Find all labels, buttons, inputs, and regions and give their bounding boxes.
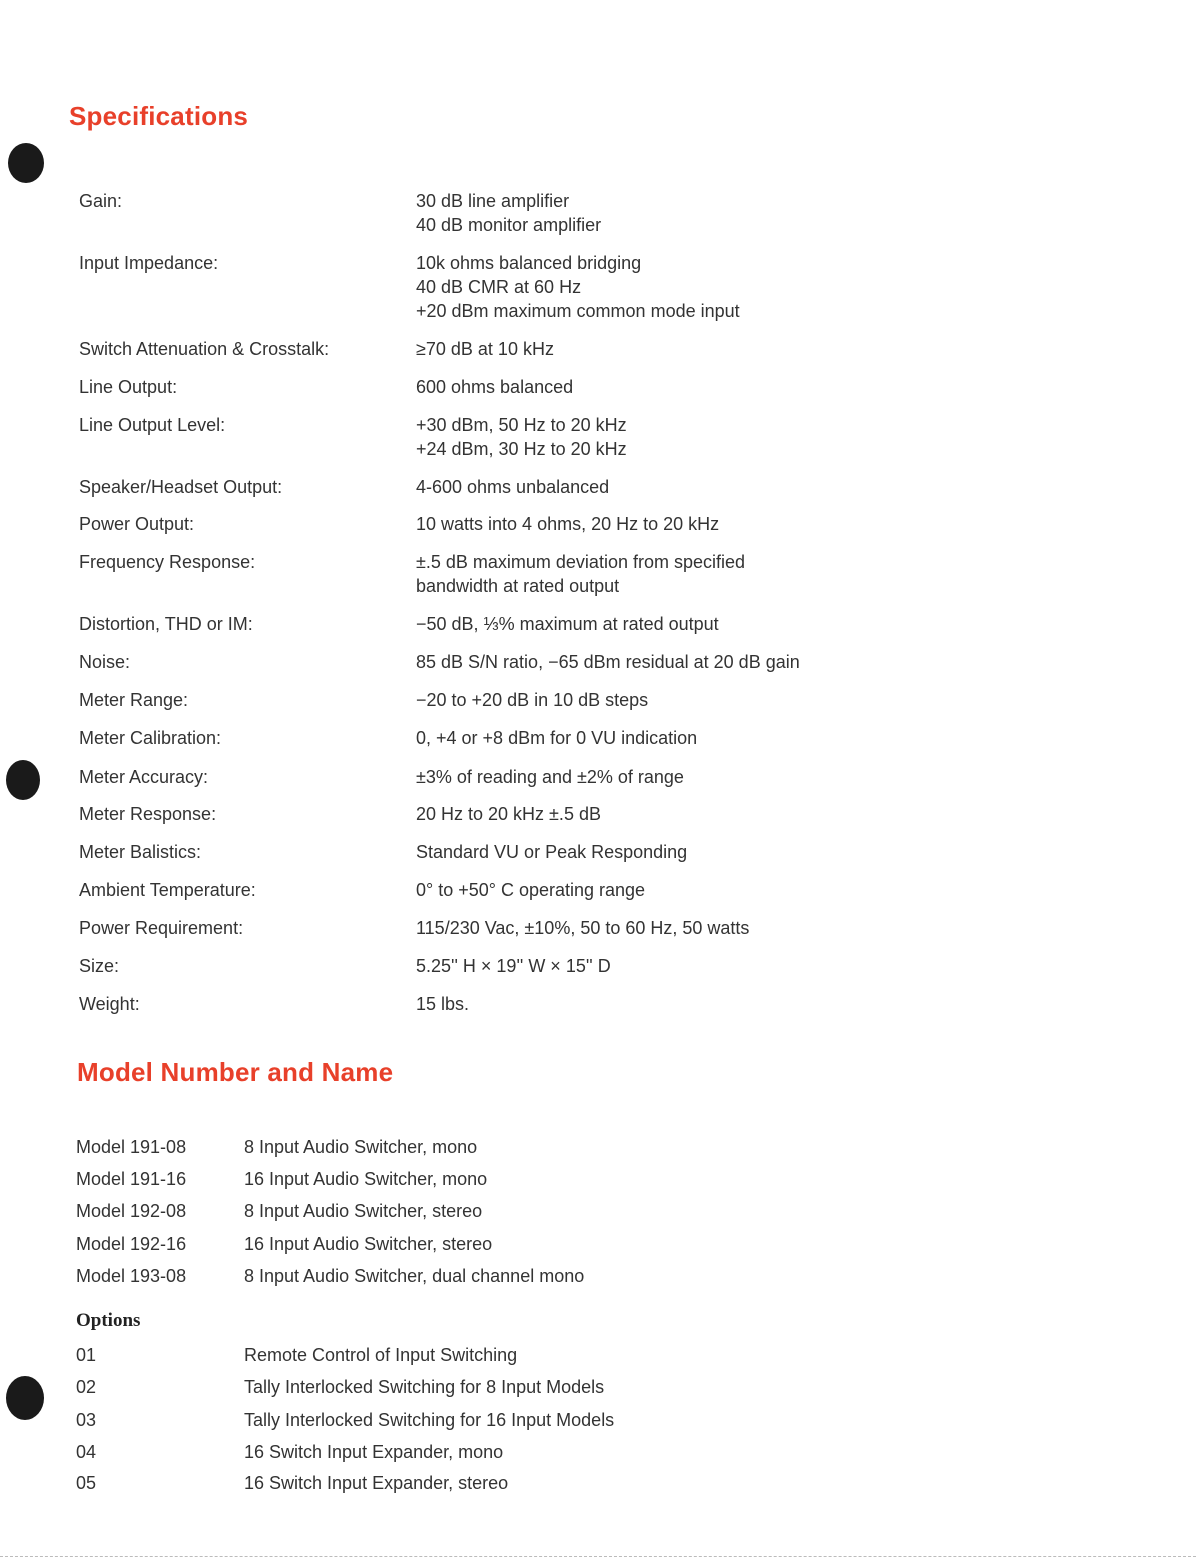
spec-label: Noise: bbox=[79, 652, 131, 672]
spec-value-line: 40 dB monitor amplifier bbox=[416, 215, 602, 235]
spec-values bbox=[416, 375, 1076, 399]
binder-hole-icon bbox=[6, 1376, 44, 1420]
spec-values bbox=[416, 840, 1076, 864]
spec-values bbox=[416, 475, 1076, 499]
spec-value-line: ±.5 dB maximum deviation from specified bbox=[416, 552, 746, 572]
model-row-number: Model 191-08 bbox=[76, 1137, 187, 1157]
option-row-description: 16 Switch Input Expander, stereo bbox=[244, 1473, 509, 1493]
spec-values bbox=[416, 916, 1076, 940]
option-row-description: Tally Interlocked Switching for 8 Input Models bbox=[244, 1377, 605, 1397]
spec-value-line: 85 dB S/N ratio, −65 dBm residual at 20 dB gain bbox=[416, 652, 800, 672]
option-row-description: Tally Interlocked Switching for 16 Input Models bbox=[244, 1410, 615, 1430]
spec-value-line: 40 dB CMR at 60 Hz bbox=[416, 277, 582, 297]
spec-label: Ambient Temperature: bbox=[79, 880, 256, 900]
option-row-number: 05 bbox=[76, 1473, 97, 1493]
spec-label: Input Impedance: bbox=[79, 253, 219, 273]
spec-label: Line Output: bbox=[79, 377, 178, 397]
option-row-number: 04 bbox=[76, 1442, 97, 1462]
spec-value-line: 115/230 Vac, ±10%, 50 to 60 Hz, 50 watts bbox=[416, 918, 750, 938]
spec-value-line: +24 dBm, 30 Hz to 20 kHz bbox=[416, 439, 627, 459]
spec-value-line: ≥70 dB at 10 kHz bbox=[416, 339, 554, 359]
spec-label: Switch Attenuation & Crosstalk: bbox=[79, 339, 330, 359]
spec-values bbox=[416, 765, 1076, 789]
spec-label: Weight: bbox=[79, 994, 140, 1014]
spec-label: Meter Accuracy: bbox=[79, 767, 209, 787]
spec-value-line: −50 dB, ⅓% maximum at rated output bbox=[416, 614, 719, 634]
binder-hole-icon bbox=[8, 143, 44, 183]
spec-label: Gain: bbox=[79, 191, 123, 211]
spec-label: Power Requirement: bbox=[79, 918, 244, 938]
spec-values bbox=[416, 512, 1076, 536]
spec-values bbox=[416, 650, 1076, 674]
spec-values bbox=[416, 688, 1076, 712]
spec-label: Meter Response: bbox=[79, 804, 217, 824]
spec-label: Meter Range: bbox=[79, 690, 189, 710]
spec-values bbox=[416, 612, 1076, 636]
spec-value-line: ±3% of reading and ±2% of range bbox=[416, 767, 684, 787]
spec-values bbox=[416, 726, 1076, 750]
spec-value-line: 20 Hz to 20 kHz ±.5 dB bbox=[416, 804, 601, 824]
spec-value-line: +20 dBm maximum common mode input bbox=[416, 301, 740, 321]
model-row-description: 16 Input Audio Switcher, mono bbox=[244, 1169, 488, 1189]
spec-value-line: −20 to +20 dB in 10 dB steps bbox=[416, 690, 649, 710]
spec-label: Power Output: bbox=[79, 514, 195, 534]
spec-label: Speaker/Headset Output: bbox=[79, 477, 283, 497]
spec-label: Meter Calibration: bbox=[79, 728, 222, 748]
spec-values bbox=[416, 251, 1076, 323]
page-bottom-edge bbox=[0, 1556, 1196, 1557]
spec-value-line: 0, +4 or +8 dBm for 0 VU indication bbox=[416, 728, 698, 748]
option-row-description: 16 Switch Input Expander, mono bbox=[244, 1442, 504, 1462]
spec-label: Line Output Level: bbox=[79, 415, 226, 435]
model-row-number: Model 191-16 bbox=[76, 1169, 187, 1189]
option-row-number: 02 bbox=[76, 1377, 97, 1397]
spec-values bbox=[416, 878, 1076, 902]
spec-label: Distortion, THD or IM: bbox=[79, 614, 253, 634]
spec-value-line: 15 lbs. bbox=[416, 994, 470, 1014]
spec-value-line: 600 ohms balanced bbox=[416, 377, 574, 397]
model-row-number: Model 193-08 bbox=[76, 1266, 187, 1286]
spec-value-line: 10 watts into 4 ohms, 20 Hz to 20 kHz bbox=[416, 514, 720, 534]
spec-value-line: 4-600 ohms unbalanced bbox=[416, 477, 610, 497]
spec-label: Size: bbox=[79, 956, 120, 976]
spec-values bbox=[416, 954, 1076, 978]
model-row-description: 8 Input Audio Switcher, stereo bbox=[244, 1201, 483, 1221]
spec-value-line: Standard VU or Peak Responding bbox=[416, 842, 688, 862]
model-row-description: 8 Input Audio Switcher, mono bbox=[244, 1137, 478, 1157]
model-row-description: 16 Input Audio Switcher, stereo bbox=[244, 1234, 493, 1254]
spec-values bbox=[416, 413, 1076, 461]
spec-label: Meter Balistics: bbox=[79, 842, 202, 862]
spec-value-line: +30 dBm, 50 Hz to 20 kHz bbox=[416, 415, 627, 435]
spec-value-line: bandwidth at rated output bbox=[416, 576, 620, 596]
spec-values bbox=[416, 337, 1076, 361]
model-number-heading: Model Number and Name bbox=[77, 1057, 394, 1087]
option-row-description: Remote Control of Input Switching bbox=[244, 1345, 518, 1365]
model-row-number: Model 192-08 bbox=[76, 1201, 187, 1221]
spec-values bbox=[416, 189, 1076, 237]
model-row-description: 8 Input Audio Switcher, dual channel mono bbox=[244, 1266, 585, 1286]
specifications-heading: Specifications bbox=[69, 101, 249, 131]
spec-values bbox=[416, 802, 1076, 826]
model-row-number: Model 192-16 bbox=[76, 1234, 187, 1254]
spec-values bbox=[416, 550, 1076, 598]
option-row-number: 01 bbox=[76, 1345, 97, 1365]
spec-label: Frequency Response: bbox=[79, 552, 256, 572]
options-heading: Options bbox=[76, 1310, 141, 1331]
spec-value-line: 30 dB line amplifier bbox=[416, 191, 570, 211]
spec-value-line: 0° to +50° C operating range bbox=[416, 880, 646, 900]
option-row-number: 03 bbox=[76, 1410, 97, 1430]
spec-value-line: 10k ohms balanced bridging bbox=[416, 253, 642, 273]
spec-values bbox=[416, 992, 1076, 1016]
binder-hole-icon bbox=[6, 760, 40, 800]
spec-value-line: 5.25'' H × 19'' W × 15'' D bbox=[416, 956, 611, 976]
